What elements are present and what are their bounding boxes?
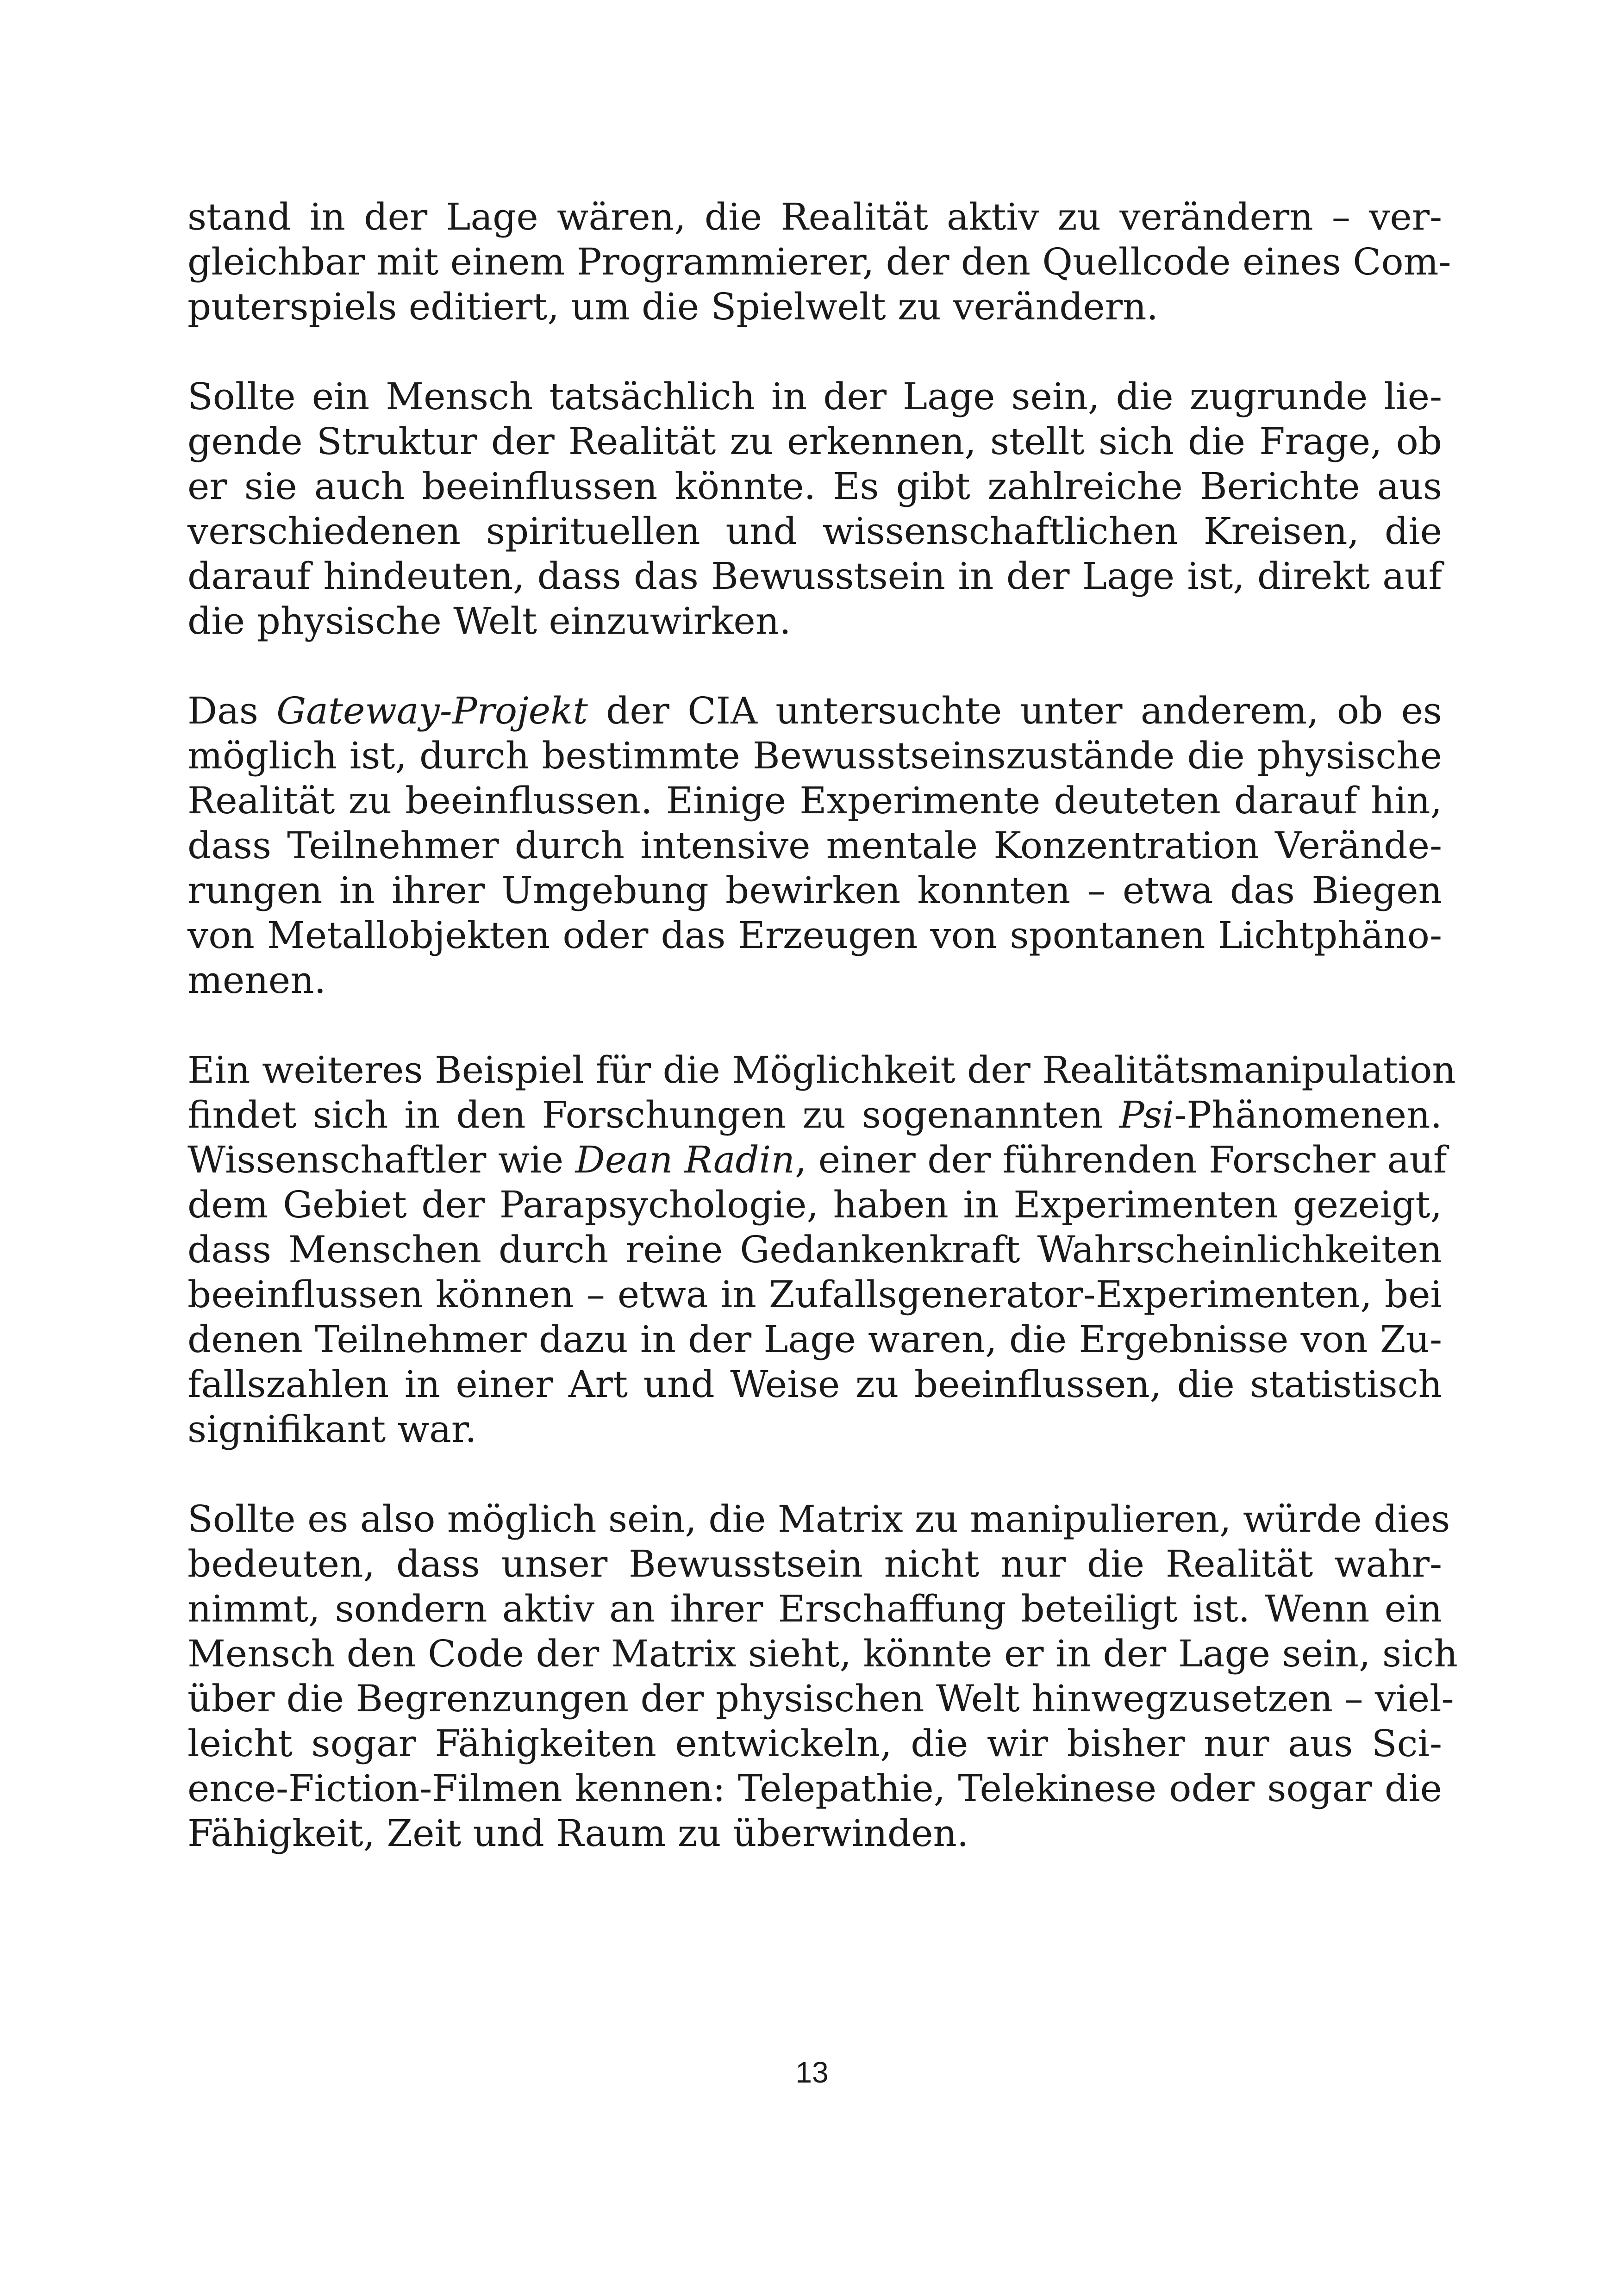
text-segment: Ein weiteres Beispiel für die Möglichkeit der Realitätsmanipulation (187, 1048, 1456, 1091)
text-segment: dem Gebiet der Parapsychologie, haben in Experimenten gezeigt, (187, 1183, 1442, 1226)
text-line (187, 778, 1442, 823)
text-line (187, 823, 1442, 868)
text-line (187, 1137, 1447, 1182)
text-segment: denen Teilnehmer dazu in der Lage waren, die Ergebnisse von Zu- (187, 1318, 1442, 1361)
text-segment: Sollte ein Mensch tatsächlich in der Lage sein, die zugrunde lie- (187, 375, 1442, 418)
text-line (187, 419, 1442, 464)
text-line (187, 374, 1442, 419)
text-line (187, 1676, 1454, 1721)
text-line (187, 509, 1442, 554)
text-line (187, 284, 1442, 329)
text-segment: Fähigkeit, Zeit und Raum zu überwinden. (187, 1812, 969, 1855)
text-line (187, 239, 1451, 284)
text-segment: möglich ist, durch bestimmte Bewusstseinszustände die physische (187, 734, 1442, 777)
text-line (187, 194, 1442, 239)
text-segment: Das (187, 689, 277, 732)
text-segment: gende Struktur der Realität zu erkennen, stellt sich die Frage, ob (187, 420, 1442, 463)
paragraph (187, 688, 1442, 1003)
text-line (187, 1497, 1450, 1541)
text-line (187, 913, 1442, 958)
text-segment: findet sich in den Forschungen zu sogenannten (187, 1093, 1119, 1136)
text-segment: dass Menschen durch reine Gedankenkraft Wahrscheinlichkeiten (187, 1228, 1442, 1271)
text-segment: Mensch den Code der Matrix sieht, könnte er in der Lage sein, sich (187, 1632, 1458, 1675)
emphasized-text: Gateway-Projekt (276, 689, 588, 732)
text-line (187, 599, 1442, 643)
text-line (187, 1048, 1456, 1092)
text-segment: gleichbar mit einem Programmierer, der den Quellcode eines Com- (187, 240, 1451, 283)
emphasized-text: Psi (1119, 1093, 1174, 1136)
text-segment: stand in der Lage wären, die Realität aktiv zu verändern – ver- (187, 195, 1442, 238)
text-line (187, 1766, 1442, 1811)
text-segment: fallszahlen in einer Art und Weise zu beeinflussen, die statistisch (187, 1363, 1442, 1406)
text-segment: er sie auch beeinflussen könnte. Es gibt zahlreiche Berichte aus (187, 465, 1442, 508)
text-segment: signifikant war. (187, 1408, 477, 1451)
text-line (187, 1586, 1442, 1631)
paragraph (187, 194, 1451, 329)
text-segment: verschiedenen spirituellen und wissenschaftlichen Kreisen, die (187, 510, 1442, 553)
text-segment: nimmt, sondern aktiv an ihrer Erschaffung beteiligt ist. Wenn ein (187, 1587, 1442, 1630)
paragraph (187, 374, 1442, 643)
text-segment: rungen in ihrer Umgebung bewirken konnten – etwa das Biegen (187, 869, 1442, 912)
text-line (187, 464, 1442, 509)
paragraph (187, 1497, 1458, 1856)
page-number: 13 (795, 2056, 829, 2089)
text-segment: Wissenschaftler wie (187, 1138, 575, 1181)
text-segment: dass Teilnehmer durch intensive mentale Konzentration Verände- (187, 824, 1442, 867)
text-line (187, 1227, 1442, 1272)
text-segment: der CIA untersuchte unter anderem, ob es (587, 689, 1442, 732)
text-segment: menen. (187, 959, 326, 1002)
text-segment: Realität zu beeinflussen. Einige Experimente deuteten darauf hin, (187, 779, 1442, 822)
text-line (187, 1407, 1442, 1452)
text-line (187, 688, 1442, 733)
text-line (187, 1541, 1442, 1586)
text-segment: bedeuten, dass unser Bewusstsein nicht nur die Realität wahr- (187, 1542, 1442, 1585)
text-line (187, 1811, 1442, 1856)
paragraph (187, 1048, 1456, 1452)
text-segment: Sollte es also möglich sein, die Matrix zu manipulieren, würde dies (187, 1497, 1450, 1540)
text-line (187, 554, 1442, 599)
text-line (187, 1721, 1442, 1766)
emphasized-text: Dean Radin (575, 1138, 795, 1181)
text-segment: -Phänomenen. (1174, 1093, 1442, 1136)
text-line (187, 1272, 1442, 1317)
text-line (187, 1631, 1458, 1676)
text-line (187, 1092, 1442, 1137)
text-line (187, 1182, 1442, 1227)
text-segment: , einer der führenden Forscher auf (794, 1138, 1447, 1181)
text-line (187, 1362, 1442, 1407)
text-segment: ence-Fiction-Filmen kennen: Telepathie, Telekinese oder sogar die (187, 1767, 1442, 1810)
text-segment: puterspiels editiert, um die Spielwelt zu verändern. (187, 285, 1158, 328)
text-line (187, 1317, 1442, 1362)
text-segment: darauf hindeuten, dass das Bewusstsein in der Lage ist, direkt auf (187, 555, 1442, 598)
text-segment: von Metallobjekten oder das Erzeugen von spontanen Lichtphäno- (187, 914, 1442, 957)
body-text (187, 194, 1458, 1901)
text-segment: beeinflussen können – etwa in Zufallsgenerator-Experimenten, bei (187, 1273, 1442, 1316)
text-line (187, 868, 1442, 913)
text-segment: die physische Welt einzuwirken. (187, 599, 791, 642)
text-segment: leicht sogar Fähigkeiten entwickeln, die wir bisher nur aus Sci- (187, 1722, 1442, 1765)
text-segment: über die Begrenzungen der physischen Welt hinwegzusetzen – viel- (187, 1677, 1454, 1720)
text-line (187, 733, 1442, 778)
text-line (187, 958, 1442, 1003)
